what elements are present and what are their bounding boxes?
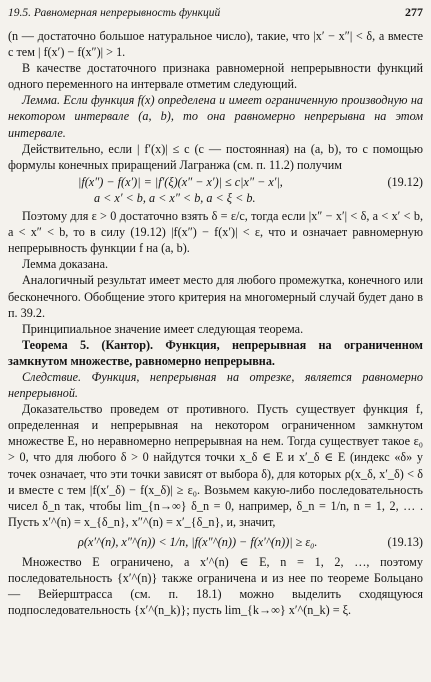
equation-number: (19.12) <box>387 174 423 189</box>
equation-number: (19.13) <box>387 534 423 549</box>
page-number: 277 <box>405 5 423 19</box>
paragraph: Множество E ограничено, а x′^(n) ∈ E, n = 1, 2, …, поэтому последовательность {x′^(n)} также ограничена и из нее по теореме Больцано — Вейерштрасса (см. п. 18.1) можно выделить сходящуюся подпоследовательность {x′^(n_k)}; пусть lim_{k→∞} x′^(n_k) = ξ. <box>8 555 423 618</box>
equation-line: |f(x″) − f(x′)| = |f′(ξ)(x″ − x′)| ≤ c|x″ − x′|, <box>78 174 283 189</box>
equation-19-12 <box>8 174 423 206</box>
equation-line: ρ(x′^(n), x″^(n)) < 1/n, |f(x″^(n)) − f(x′^(n))| ≥ ε₀. <box>78 534 318 549</box>
corollary: Следствие. Функция, непрерывная на отрезке, является равномерно непрерывной. <box>8 369 423 401</box>
equation-line: a < x′ < b, a < x″ < b, a < ξ < b. <box>94 190 256 205</box>
lemma: Лемма. Если функция f(x) определена и имеет ограниченную производную на некотором интервале (a, b), то она равномерно непрерывна на этом интервале. <box>8 93 423 140</box>
equation-19-13 <box>8 534 423 550</box>
running-title: 19.5. Равномерная непрерывность функций <box>8 7 221 19</box>
paragraph: Поэтому для ε > 0 достаточно взять δ = ε/c, тогда если |x″ − x′| < δ, a < x′ < b, a < x″ < b, то в силу (19.12) |f(x″) − f(x′)| < ε, что и означает равномерную непрерывность функции f на (a, b). <box>8 209 423 256</box>
page-header <box>8 4 423 22</box>
theorem: Теорема 5. (Кантор). Функция, непрерывная на ограниченном замкнутом множестве, равномерно непрерывна. <box>8 337 423 368</box>
text-line: (n — достаточно большое натуральное число), такие, что |x′ − x″| < δ, а вместе с тем | f(x′) − f(x″)| > 1. <box>8 29 423 60</box>
paragraph: Лемма доказана. <box>22 257 109 272</box>
paragraph: Действительно, если | f′(x)| ≤ c (c — постоянная) на (a, b), то с помощью формулы конечных приращений Лагранжа (см. п. 11.2) получим <box>8 141 423 172</box>
paragraph: Аналогичный результат имеет место для любого промежутка, конечного или бесконечного. Обобщение этого критерия на многомерный случай будет дано в п. 39.2. <box>8 273 423 320</box>
paragraph: В качестве достаточного признака равномерной непрерывности функций одного переменного на интервале отметим следующий. <box>8 61 423 92</box>
paragraph: Принципиальное значение имеет следующая теорема. <box>22 321 304 336</box>
equation-body <box>8 174 283 206</box>
proof-paragraph: Доказательство проведем от противного. Пусть существует функция f, определенная и непрерывная на некотором ограниченном замкнутом множестве E, но неравномерно непрерывная на нем. Тогда существует такое ε₀ > 0, что для любого δ > 0 найдутся точки x_δ ∈ E и x′_δ ∈ E (индекс «δ» у точек означает, что эти точки зависят от выбора δ), для которых ρ(x_δ, x′_δ) < δ и вместе с тем |f(x′_δ) − f(x_δ)| ≥ ε₀. Возьмем какую-либо последовательность чисел δ_n так, чтобы lim_{n→∞} δ_n = 0, например, δ_n = 1/n, n = 1, 2, … . Пусть x′^(n) = x_{δ_n}, x″^(n) = x′_{δ_n}, и, значит, <box>8 402 423 529</box>
